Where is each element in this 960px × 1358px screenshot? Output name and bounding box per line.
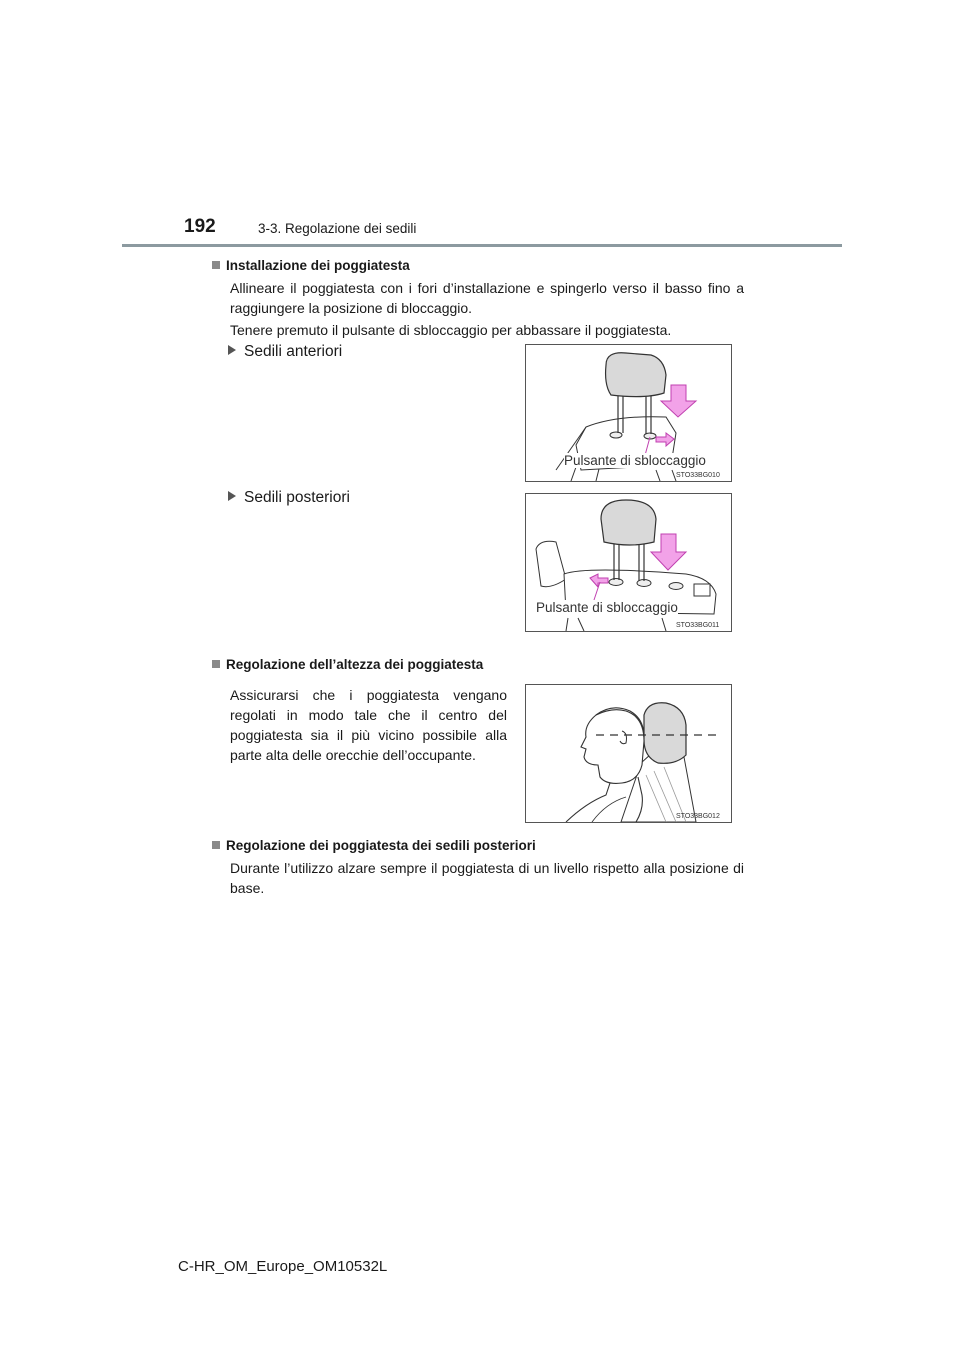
square-bullet-icon [212, 841, 220, 849]
front-seats-label-text: Sedili anteriori [244, 343, 343, 360]
height-heading [212, 657, 483, 672]
rear-seat-headrest-figure [525, 493, 732, 632]
height-paragraph: Assicurarsi che i poggiatesta vengano regolati in modo tale che il centro del poggiatesta sia il più vicino possibile alla parte alta delle orecchie dell’occupante. [230, 687, 507, 763]
installation-heading [212, 258, 410, 273]
headrest-height-figure [525, 684, 732, 823]
header-rule [122, 244, 842, 247]
installation-paragraph-1: Allineare il poggiatesta con i fori d’installazione e spingerlo verso il basso fino a raggiungere la posizione di bloccaggio. [230, 280, 744, 316]
rear-figure-code: STO33BG011 [676, 622, 720, 629]
installation-paragraph-2: Tenere premuto il pulsante di sbloccaggio per abbassare il poggiatesta. [230, 322, 672, 338]
height-heading-text: Regolazione dell’altezza dei poggiatesta [226, 657, 484, 672]
front-seats-label [228, 343, 342, 361]
front-release-button-callout: Pulsante di sbloccaggio [564, 453, 706, 468]
triangle-bullet-icon [228, 491, 236, 501]
square-bullet-icon [212, 261, 220, 269]
square-bullet-icon [212, 660, 220, 668]
occupant-head-illustration [526, 685, 731, 822]
front-figure-code: STO33BG010 [676, 472, 720, 479]
height-figure-code: STO33BG012 [676, 813, 720, 820]
rear-adjust-paragraph: Durante l’utilizzo alzare sempre il poggiatesta di un livello rispetto alla posizione di base. [230, 860, 744, 896]
rear-seats-label [228, 489, 350, 507]
rear-adjust-heading [212, 838, 536, 853]
installation-heading-text: Installazione dei poggiatesta [226, 258, 410, 273]
rear-seats-label-text: Sedili posteriori [244, 489, 350, 506]
document-code: C-HR_OM_Europe_OM10532L [178, 1258, 388, 1275]
rear-release-button-callout: Pulsante di sbloccaggio [536, 600, 678, 615]
front-seat-headrest-figure [525, 344, 732, 482]
page-number: 192 [184, 216, 216, 237]
rear-adjust-heading-text: Regolazione dei poggiatesta dei sedili posteriori [226, 838, 536, 853]
section-title: 3-3. Regolazione dei sedili [258, 221, 417, 236]
triangle-bullet-icon [228, 345, 236, 355]
